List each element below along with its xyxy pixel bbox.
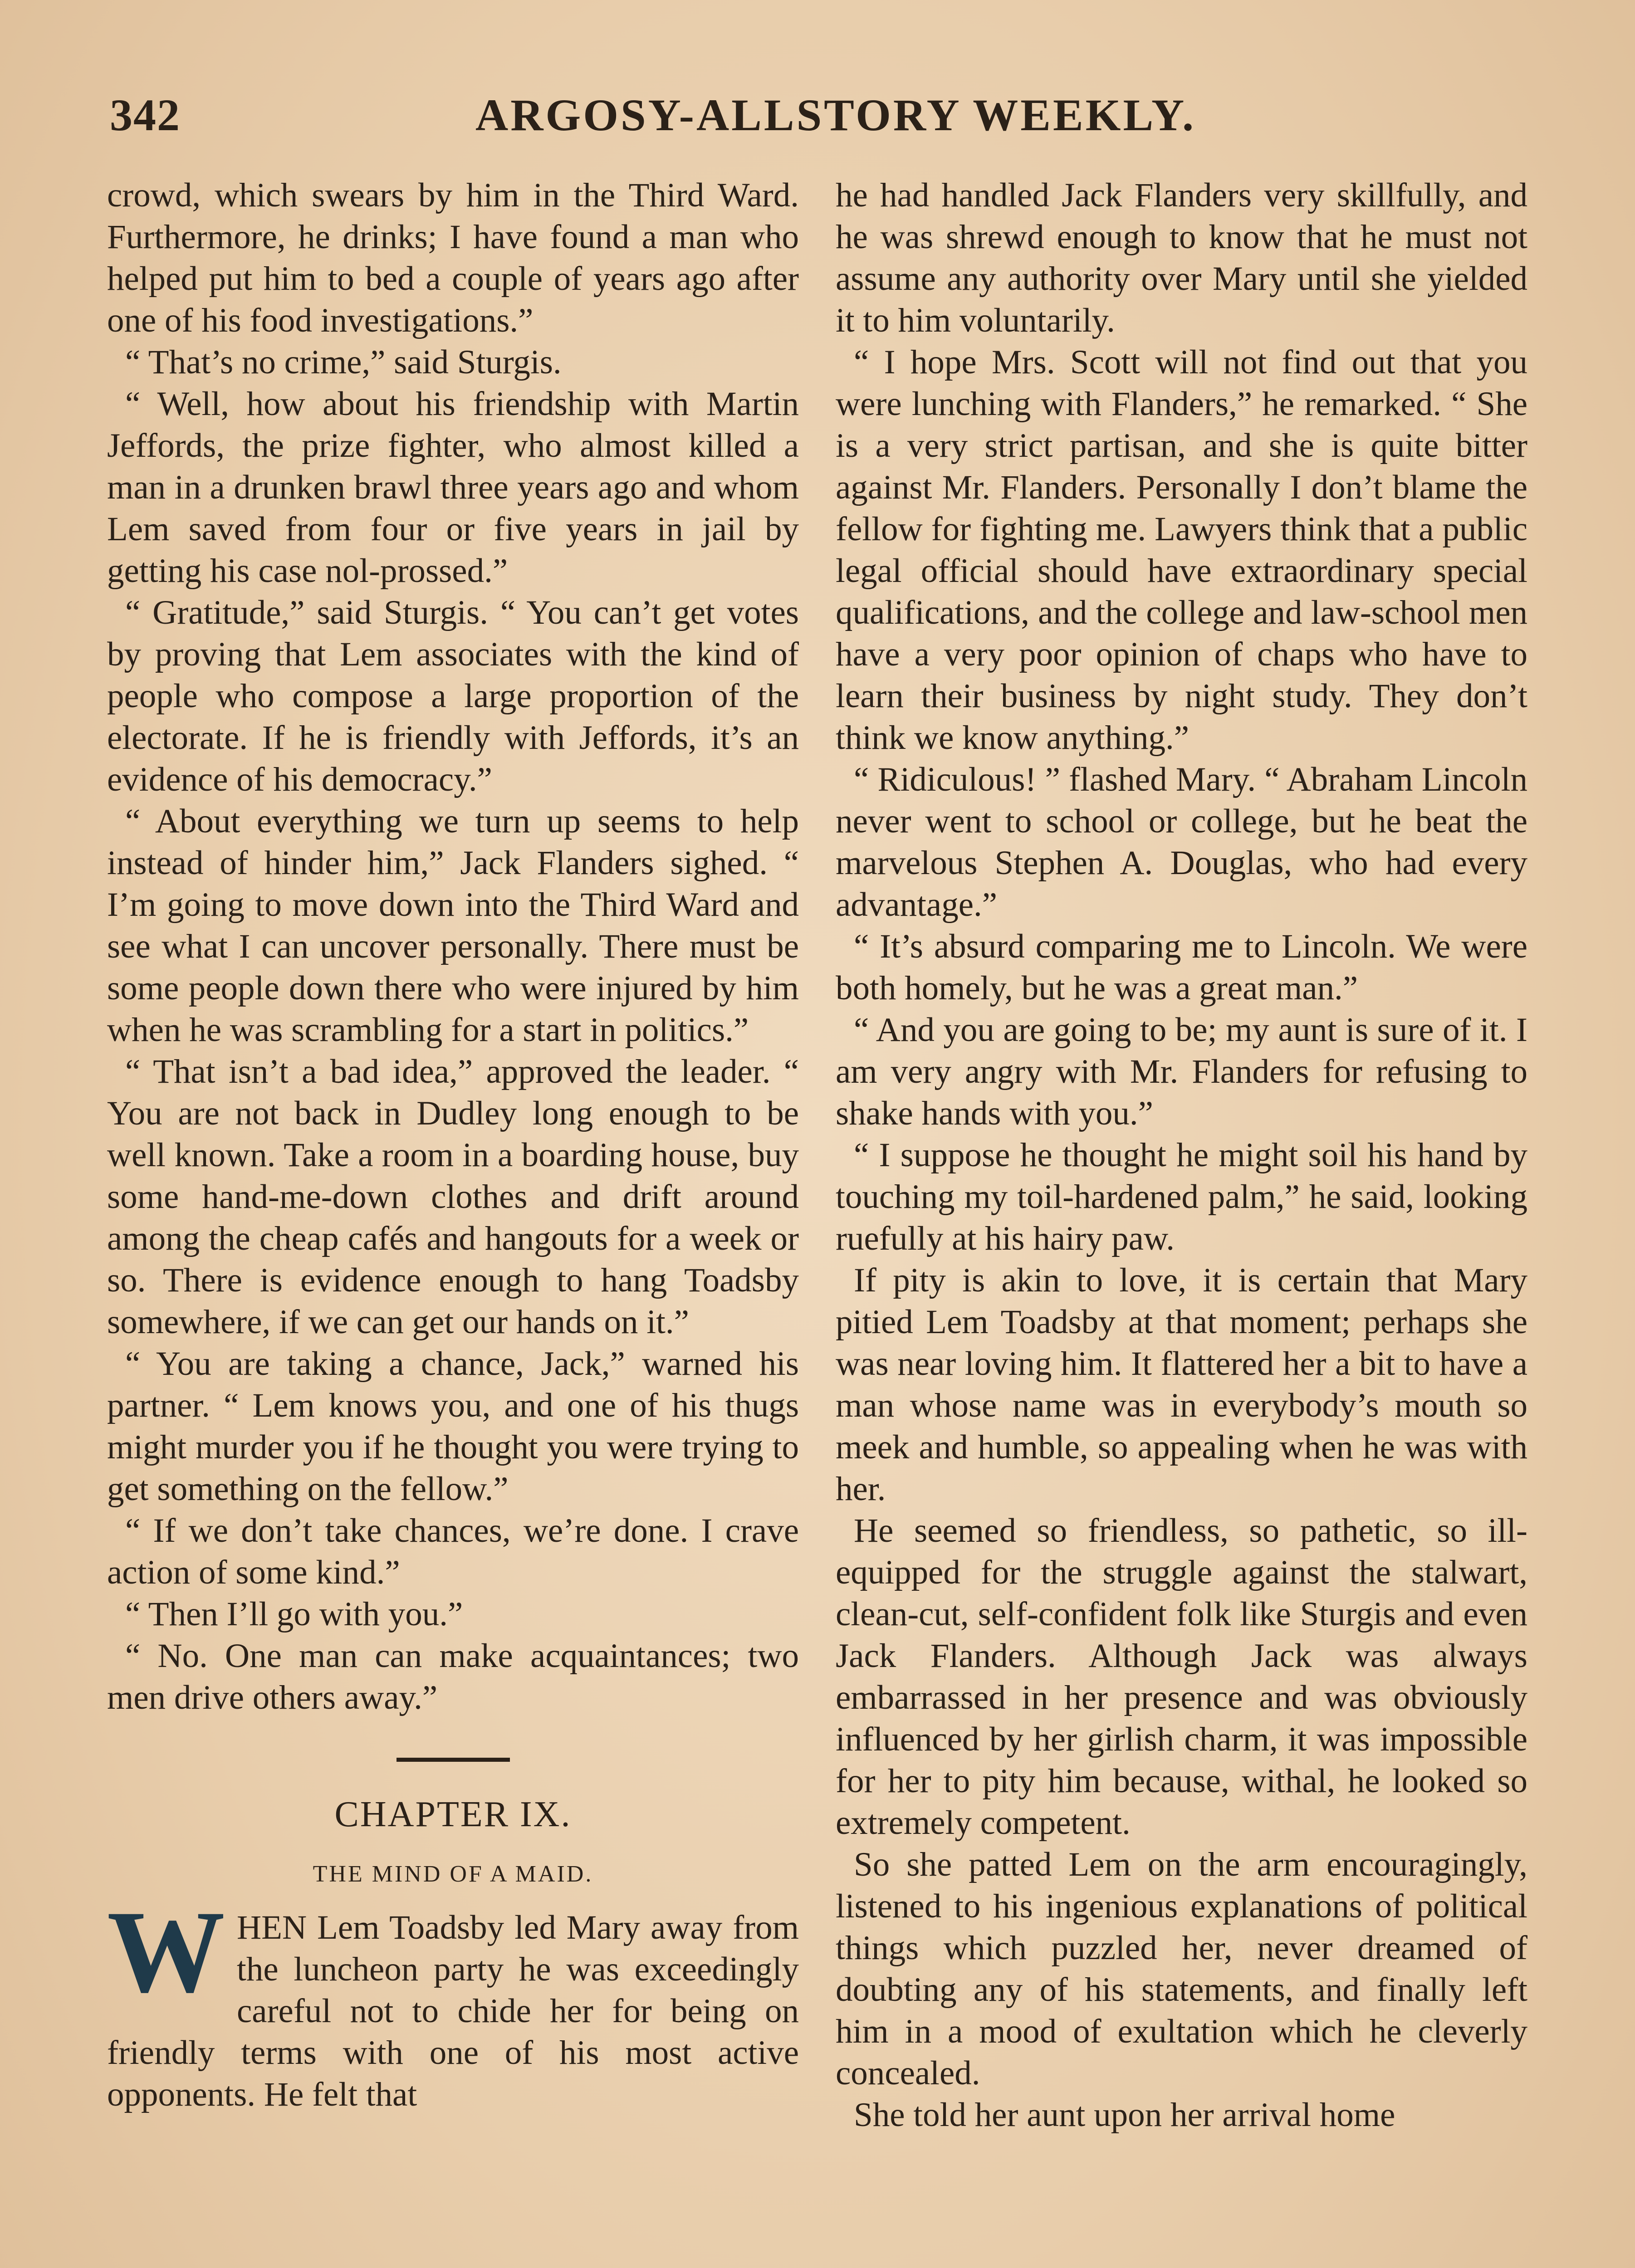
right-column [836,175,1527,2136]
paragraph: “ You are taking a chance, Jack,” warned his partner. “ Lem knows you, and one of his thugs might murder you if he thought you were trying to get something on the fellow.” [107,1345,799,1508]
paragraph: “ That’s no crime,” said Sturgis. [125,343,562,381]
paragraph: “ If we don’t take chances, we’re done. I crave action of some kind.” [107,1512,799,1591]
paragraph: “ Gratitude,” said Sturgis. “ You can’t get votes by proving that Lem associates with the kind of people who compose a large proportion of the electorate. If he is friendly with Jeffords, it’s an evidence of his democracy.” [107,594,799,798]
page-number: 342 [110,90,181,140]
chapter-opening-paragraph [107,1887,799,2116]
paragraph: “ I suppose he thought he might soil his hand by touching my toil-hardened palm,” he said, looking ruefully at his hairy paw. [836,1136,1527,1257]
chapter-subtitle: THE MIND OF A MAID. [313,1861,593,1887]
left-column [107,175,799,2116]
running-head: ARGOSY-ALLSTORY WEEKLY. [475,90,1196,140]
paragraph: “ Well, how about his friendship with Martin Jeffords, the prize fighter, who almost killed a man in a drunken brawl three years ago and whom Lem saved from four or five years in jail by getting his case nol-prossed.” [107,385,799,590]
paragraph: crowd, which swears by him in the Third Ward. Furthermore, he drinks; I have found a man who helped put him to bed a couple of years ago after one of his food investigations.” [107,176,799,339]
paragraph: “ It’s absurd comparing me to Lincoln. We were both homely, but he was a great man.” [836,928,1527,1007]
chapter-title: CHAPTER IX. [334,1794,572,1834]
paragraph: So she patted Lem on the arm encouragingly, listened to his ingenious explanations of political things which puzzled her, never dreamed of doubting any of his statements, and finally left him in a mood of exultation which he cleverly concealed. [836,1846,1527,2092]
paragraph: “ No. One man can make acquaintances; two men drive others away.” [107,1637,799,1716]
drop-cap: W [107,1887,225,2017]
paragraph: he had handled Jack Flanders very skillfully, and he was shrewd enough to know that he must not assume any authority over Mary until she yielded it to him voluntarily. [836,176,1527,339]
paragraph: She told her aunt upon her arrival home [854,2096,1395,2134]
paragraph: “ Then I’ll go with you.” [125,1595,463,1633]
opening-text: HEN Lem Toadsby led Mary away from the luncheon party he was exceedingly careful not to chide her for being on friendly terms with one of his most active opponents. He felt that [107,1909,799,2113]
paragraph: “ I hope Mrs. Scott will not find out that you were lunching with Flanders,” he remarked. “ She is a very strict partisan, and she is quite bitter against Mr. Flanders. Personally I don’t blame the fellow for fighting me. Lawyers think that a public legal official should have extraordinary special qualifications, and the college and law-school men have a very poor opinion of chaps who have to learn their business by night study. They don’t think we know anything.” [836,343,1527,757]
paragraph: “ That isn’t a bad idea,” approved the leader. “ You are not back in Dudley long enough to be well known. Take a room in a boarding house, buy some hand-me-down clothes and drift around among the cheap cafés and hangouts for a week or so. There is evidence enough to hang Toadsby somewhere, if we can get our hands on it.” [107,1053,799,1341]
paragraph: “ And you are going to be; my aunt is sure of it. I am very angry with Mr. Flanders for refusing to shake hands with you.” [836,1011,1527,1132]
paragraph: If pity is akin to love, it is certain that Mary pitied Lem Toadsby at that moment; perhaps she was near loving him. It flattered her a bit to have a man whose name was in everybody’s mouth so meek and humble, so appealing when he was with her. [836,1261,1527,1508]
paragraph: “ About everything we turn up seems to help instead of hinder him,” Jack Flanders sighed. “ I’m going to move down into the Third Ward and see what I can uncover personally. There must be some people down there who were injured by him when he was scrambling for a start in politics.” [107,802,799,1049]
paragraph: “ Ridiculous! ” flashed Mary. “ Abraham Lincoln never went to school or college, but he beat the marvelous Stephen A. Douglas, who had every advantage.” [836,761,1527,924]
section-divider [397,1758,510,1762]
paragraph: He seemed so friendless, so pathetic, so ill-equipped for the struggle against the stalwart, clean-cut, self-confident folk like Sturgis and even Jack Flanders. Although Jack was always embarrassed in her presence and was obviously influenced by her girlish charm, it was impossible for her to pity him because, withal, he looked so extremely competent. [836,1512,1527,1842]
page-header [104,89,1531,157]
